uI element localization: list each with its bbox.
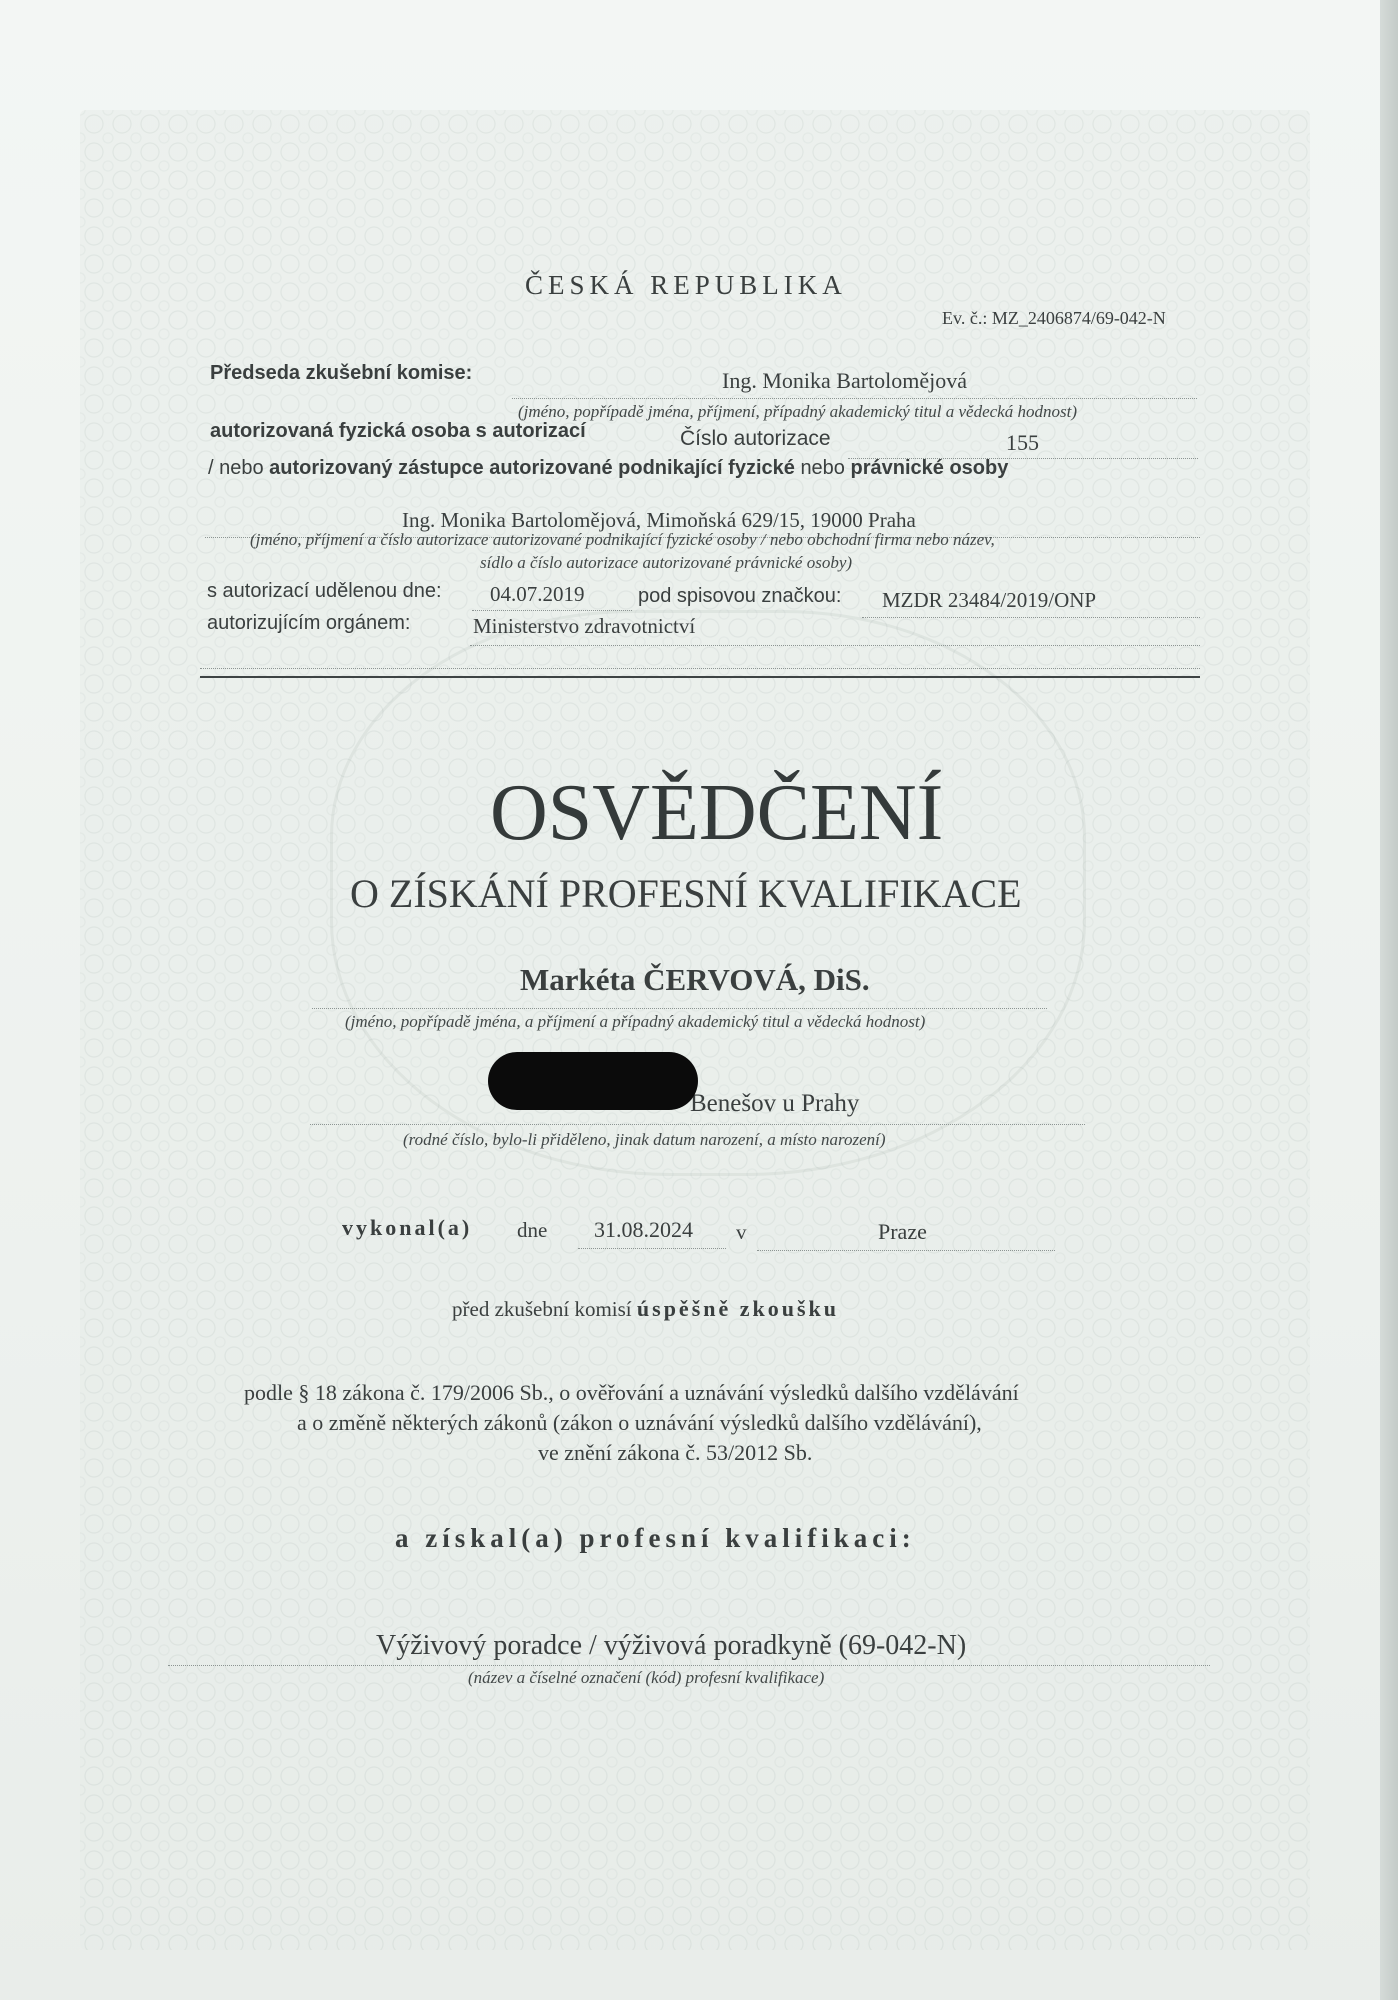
representative-bold2: právnické osoby: [850, 457, 1009, 479]
acquired-heading: a získal(a) profesní kvalifikaci:: [395, 1523, 916, 1553]
holder-name-line: [312, 1008, 1047, 1009]
holder-name: Markéta ČERVOVÁ, DiS.: [520, 962, 870, 997]
date-label: dne: [517, 1218, 548, 1242]
law-line1: podle § 18 zákona č. 179/2006 Sb., o ověřování a uznávání výsledků dalšího vzdělávání: [244, 1380, 1019, 1405]
holder-hint: (jméno, popřípadě jména, a příjmení a případný akademický titul a vědecká hodnost): [345, 1012, 926, 1031]
file-ref-label: pod spisovou značkou:: [638, 585, 842, 607]
representative-bold1: autorizovaný zástupce autorizované podnikající fyzické: [269, 457, 795, 479]
redaction-block: [488, 1052, 698, 1110]
file-ref: MZDR 23484/2019/ONP: [882, 588, 1097, 612]
performed-label: vykonal(a): [342, 1215, 473, 1240]
authority-label: autorizujícím orgánem:: [207, 612, 411, 634]
authorization-number: 155: [1006, 430, 1039, 455]
authority: Ministerstvo zdravotnictví: [473, 614, 696, 638]
place-label: v: [736, 1220, 747, 1244]
chair-name-line: [512, 398, 1197, 399]
birth-hint: (rodné číslo, bylo-li přiděleno, jinak datum narození, a místo narození): [403, 1130, 886, 1149]
certificate-title: OSVĚDČENÍ: [490, 769, 944, 857]
exam-date: 31.08.2024: [594, 1217, 693, 1242]
committee-phrase: [452, 1296, 839, 1322]
birth-line: [310, 1124, 1085, 1125]
granted-date-line: [472, 610, 632, 611]
representative-value: Ing. Monika Bartolomějová, Mimoňská 629/15, 19000 Praha: [402, 508, 916, 532]
certificate-subtitle: O ZÍSKÁNÍ PROFESNÍ KVALIFIKACE: [350, 871, 1022, 916]
chair-hint: (jméno, popřípadě jména, příjmení, případný akademický titul a vědecká hodnost): [518, 402, 1077, 421]
representative-prefix: / nebo: [208, 457, 264, 479]
birth-place: Benešov u Prahy: [690, 1090, 860, 1117]
file-ref-line: [862, 617, 1200, 618]
exam-date-line: [578, 1248, 726, 1249]
qualification-name: Výživový poradce / výživová poradkyně (69-042-N): [376, 1630, 967, 1661]
representative-line: [208, 457, 1008, 480]
qualification-hint: (název a číselné označení (kód) profesní kvalifikace): [468, 1668, 825, 1687]
committee-phrase-prefix: před zkušební komisí: [452, 1297, 632, 1321]
exam-place-line: [757, 1250, 1055, 1251]
representative-hint-line1: (jméno, příjmení a číslo autorizace autorizované podnikající fyzické osoby / nebo obchodní firma nebo název,: [250, 530, 995, 549]
committee-phrase-bold: úspěšně zkoušku: [636, 1296, 840, 1321]
law-line3: ve znění zákona č. 53/2012 Sb.: [538, 1440, 813, 1465]
granted-label: s autorizací udělenou dne:: [207, 580, 442, 602]
law-line2: a o změně některých zákonů (zákon o uznávání výsledků dalšího vzdělávání),: [297, 1410, 982, 1435]
representative-mid: nebo: [800, 457, 845, 479]
representative-hint-line2: sídlo a číslo autorizace autorizované právnické osoby): [480, 553, 853, 572]
header-separator: [200, 676, 1200, 678]
authorized-person-label: autorizovaná fyzická osoba s autorizací: [210, 420, 586, 442]
granted-date: 04.07.2019: [490, 582, 585, 606]
authority-line: [470, 645, 1200, 646]
chair-label: Předseda zkušební komise:: [210, 362, 473, 384]
authorization-number-label: Číslo autorizace: [680, 427, 831, 450]
next-page-edge: [1380, 0, 1398, 2000]
chair-name: Ing. Monika Bartolomějová: [722, 368, 968, 393]
evidence-number: Ev. č.: MZ_2406874/69-042-N: [942, 308, 1166, 328]
blank-line: [200, 668, 1200, 669]
exam-place: Praze: [878, 1219, 927, 1244]
qualification-line: [168, 1665, 1210, 1666]
country-heading: ČESKÁ REPUBLIKA: [525, 270, 847, 300]
